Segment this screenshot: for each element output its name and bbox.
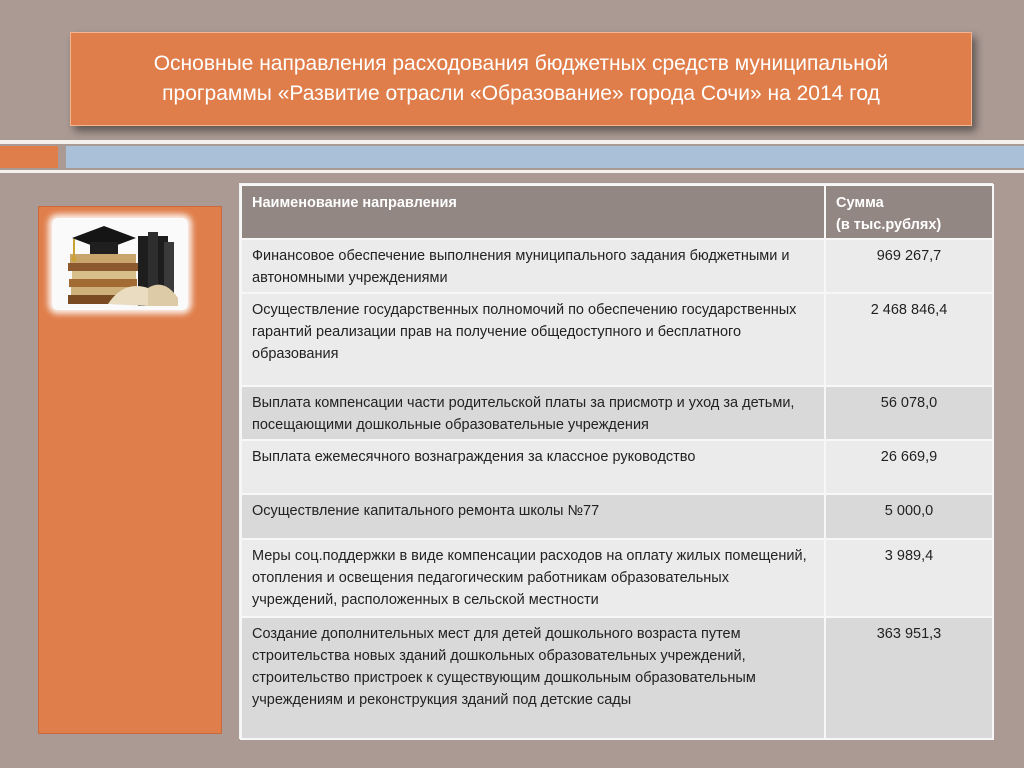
table-row: [241, 293, 993, 386]
budget-table: [240, 184, 994, 740]
row-name: Осуществление капитального ремонта школы №77: [241, 494, 825, 539]
divider-stripe: [0, 140, 1024, 144]
row-amount: 969 267,7: [825, 239, 993, 293]
row-name: Выплата компенсации части родительской платы за присмотр и уход за детьми, посещающими дошкольные образовательные учреждения: [241, 386, 825, 440]
table-header-row: [241, 185, 993, 239]
table-row: [241, 239, 993, 293]
slide-title-line-1: Основные направления расходования бюджетных средств муниципальной: [153, 52, 889, 75]
row-name: Создание дополнительных мест для детей дошкольного возраста путем строительства новых зданий дошкольных образовательных учреждений, строительство пристроек к существующим дошкольным образовательным учреждениям и реконструкция зданий под детские сады: [241, 617, 825, 739]
accent-stripe-orange: [0, 146, 58, 168]
table-row: [241, 539, 993, 617]
row-amount: 5 000,0: [825, 494, 993, 539]
row-amount: 2 468 846,4: [825, 293, 993, 386]
row-amount: 363 951,3: [825, 617, 993, 739]
row-amount: 26 669,9: [825, 440, 993, 494]
slide-title: [70, 32, 972, 126]
column-header-amount: [825, 185, 993, 239]
column-header-amount-line-2: (в тыс.рублях): [836, 217, 942, 233]
accent-stripe-blue: [66, 146, 1024, 168]
table-row: [241, 440, 993, 494]
table-row: [241, 386, 993, 440]
row-amount: 56 078,0: [825, 386, 993, 440]
books-graduation-cap-icon: [52, 218, 188, 310]
budget-table-container: [239, 183, 993, 739]
slide-title-line-2: программы «Развитие отрасли «Образование» города Сочи» на 2014 год: [162, 82, 880, 105]
row-name: Финансовое обеспечение выполнения муниципального задания бюджетными и автономными учреждениями: [241, 239, 825, 293]
row-name: Осуществление государственных полномочий по обеспечению государственных гарантий реализации прав на получение общедоступного и бесплатного образования: [241, 293, 825, 386]
row-amount: 3 989,4: [825, 539, 993, 617]
row-name: Выплата ежемесячного вознаграждения за классное руководство: [241, 440, 825, 494]
table-row: [241, 494, 993, 539]
row-name: Меры соц.поддержки в виде компенсации расходов на оплату жилых помещений, отопления и освещения педагогическим работникам образовательных учреждений, расположенных в сельской местности: [241, 539, 825, 617]
divider-stripe-lower: [0, 170, 1024, 173]
column-header-amount-line-1: Сумма: [836, 195, 884, 211]
column-header-name: Наименование направления: [241, 185, 825, 239]
table-row: [241, 617, 993, 739]
